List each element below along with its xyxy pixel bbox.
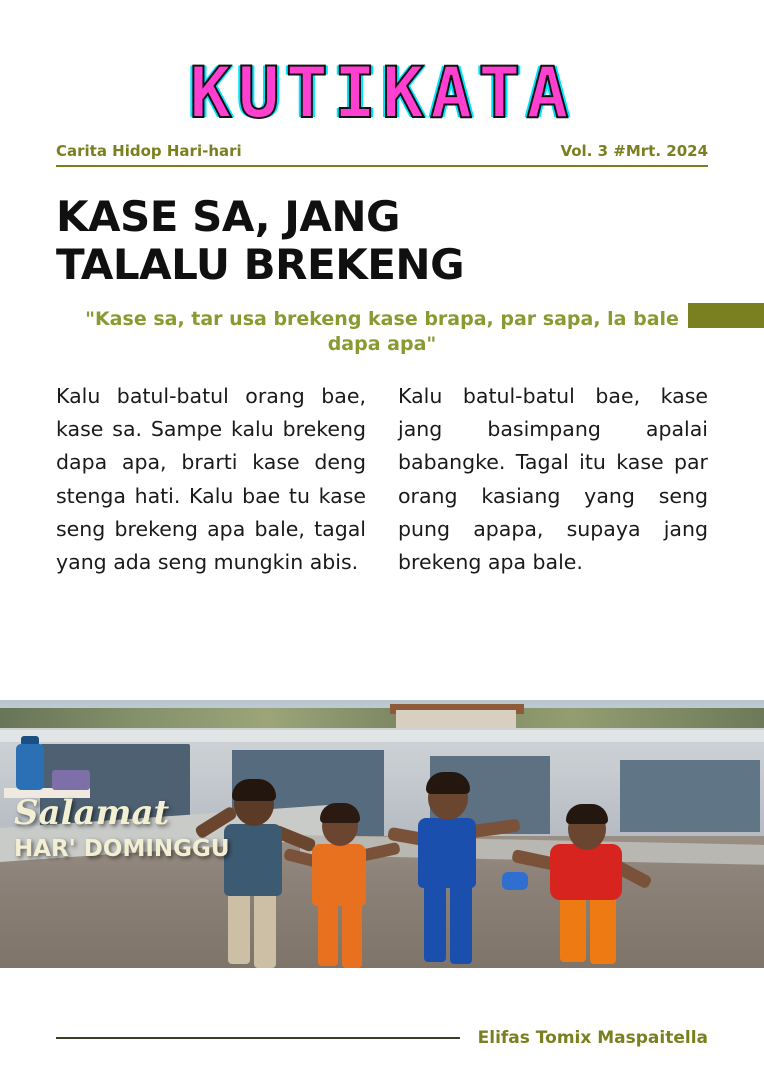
masthead-subbar [56, 142, 708, 167]
photo-child-leg [450, 884, 472, 964]
photo-child-hair [320, 803, 360, 823]
footer-divider [56, 1037, 460, 1039]
photo-child-leg [424, 884, 446, 962]
photo-child-torso [550, 844, 622, 900]
photo-child-leg [342, 902, 362, 968]
olive-accent-block [688, 303, 764, 328]
photo-scene [0, 700, 764, 968]
publication-title: KUTIKATA [189, 52, 575, 134]
photo-overlay-text [14, 793, 244, 862]
article-photo [0, 700, 764, 968]
photo-child-leg [318, 902, 338, 966]
photo-child-torso [312, 844, 366, 906]
photo-child-hair [426, 772, 470, 794]
headline-line-1: KASE SA, JANG [56, 192, 400, 241]
photo-child-leg [254, 892, 276, 968]
article-body [56, 380, 708, 579]
photo-child-leg [228, 892, 250, 964]
photo-basket [52, 770, 90, 790]
photo-child-leg [560, 894, 586, 962]
headline-line-2: TALALU BREKENG [56, 239, 465, 289]
article-column-left: Kalu batul-batul orang bae, kase sa. Sampe kalu brekeng dapa apa, brarti kase deng stenga hati. Kalu bae tu kase seng brekeng apa bale, tagal yang ada seng mungkin abis. [56, 384, 366, 575]
article-headline [56, 193, 708, 289]
photo-child-hair [566, 804, 608, 824]
overlay-subgreeting: HAR' DOMINGGU [14, 836, 230, 862]
photo-water-jug [16, 744, 44, 790]
issue-label: Vol. 3 #Mrt. 2024 [560, 142, 708, 160]
photo-wall-cap [0, 730, 764, 742]
photo-child-leg [590, 894, 616, 964]
article-pullquote: "Kase sa, tar usa brekeng kase brapa, par sapa, la bale dapa apa" [85, 307, 679, 356]
article-column-right: Kalu batul-batul bae, kase jang basimpang apalai babangke. Tagal itu kase par orang kasiang yang seng pung apapa, supaya jang brekeng apa bale. [398, 384, 708, 575]
masthead [0, 0, 764, 134]
photo-child [406, 776, 536, 968]
publication-tagline: Carita Hidop Hari-hari [56, 142, 242, 160]
footer [0, 1028, 764, 1048]
author-name: Elifas Tomix Maspaitella [477, 1028, 708, 1048]
photo-child [520, 808, 670, 968]
photo-child-torso [418, 818, 476, 888]
overlay-greeting: Salamat [14, 793, 170, 833]
